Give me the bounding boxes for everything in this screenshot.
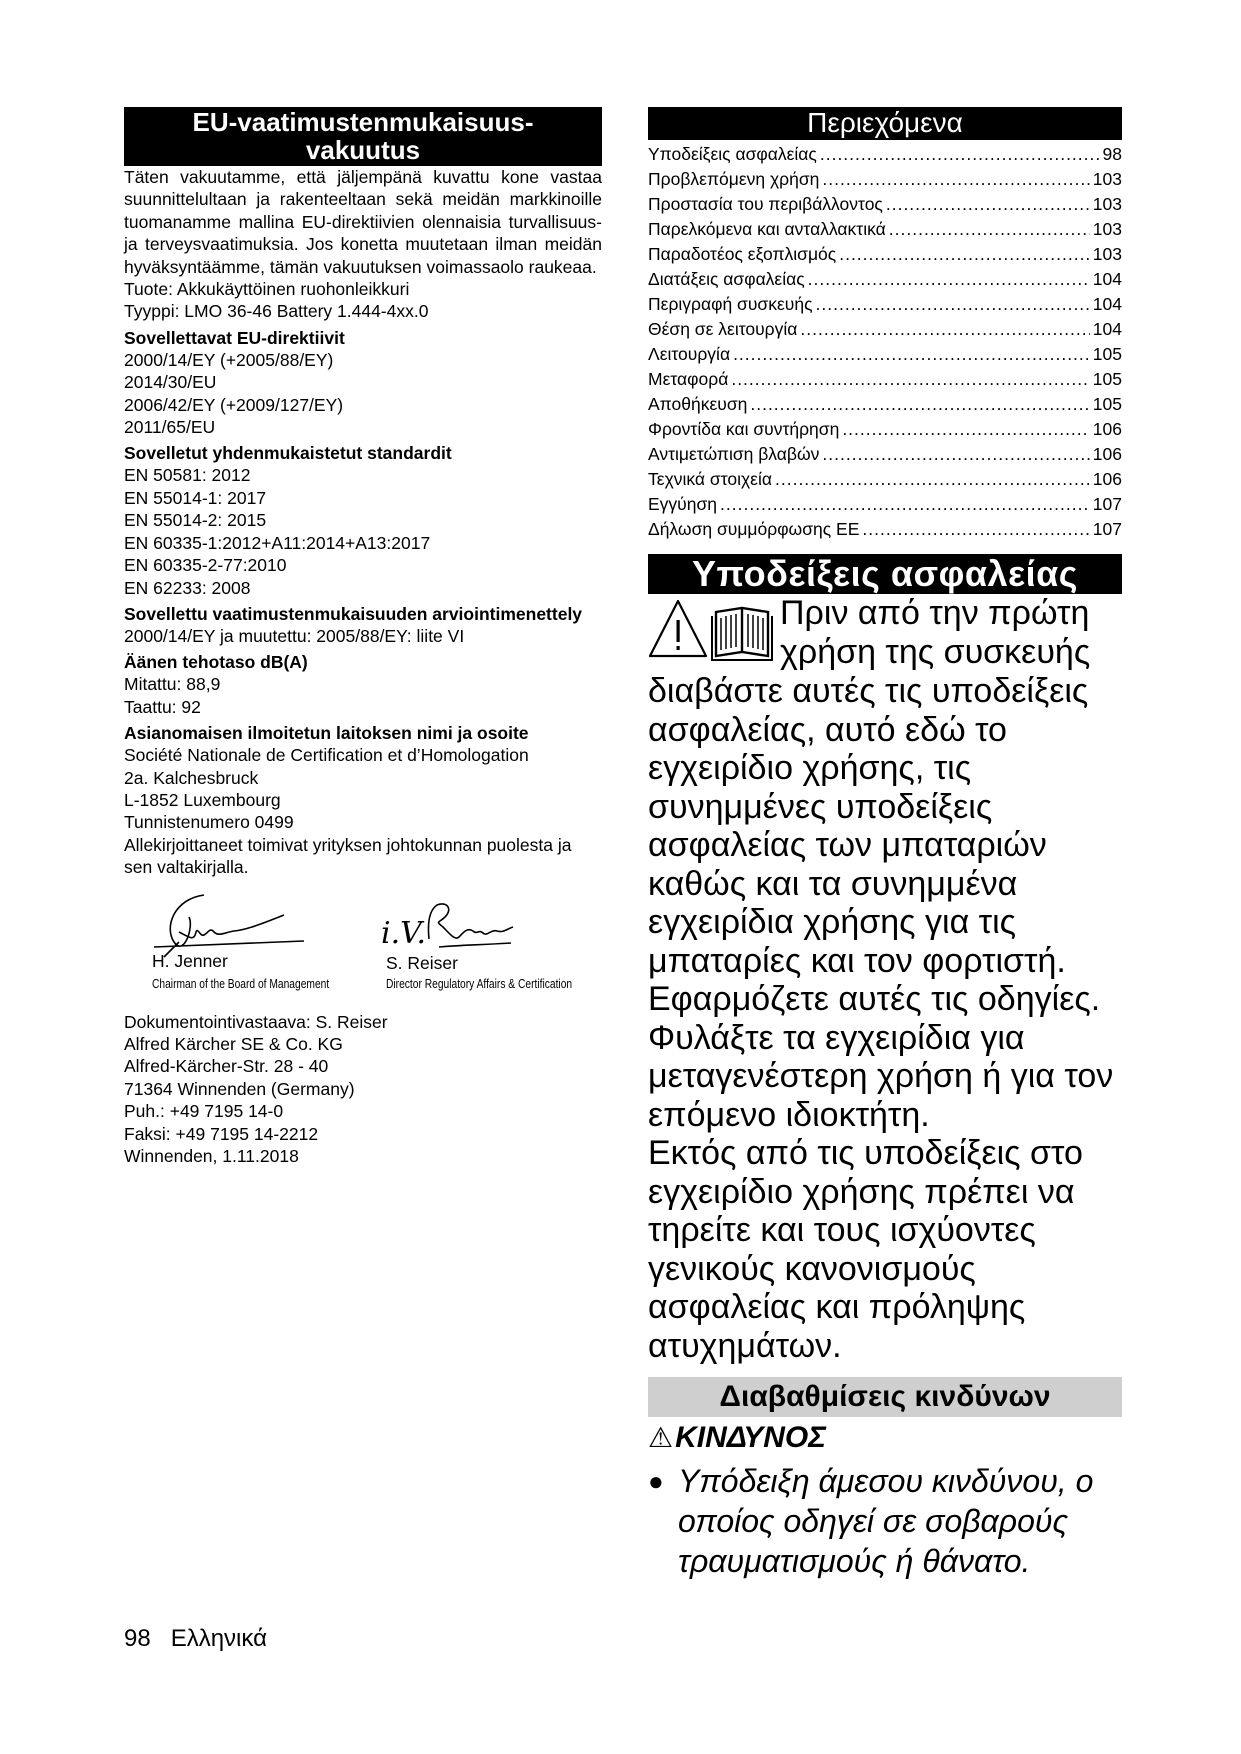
- toc-entry-page: 106: [1092, 469, 1122, 489]
- toc-leader-dots: [839, 242, 1090, 267]
- address-line: L-1852 Luxembourg: [124, 789, 281, 810]
- toc-entry-title: Λειτουργία: [648, 344, 731, 364]
- toc-entry[interactable]: [648, 467, 1122, 492]
- toc-leader-dots: [820, 142, 1100, 167]
- safety-line: μπαταρίες και τον φορτιστή.: [648, 941, 1066, 980]
- toc-entry-title: Εγγύηση: [648, 494, 718, 514]
- safety-text: [648, 672, 1122, 1365]
- toc-entry-page: 103: [1092, 244, 1122, 264]
- address-line: Société Nationale de Certification et d’Homologation: [124, 745, 529, 766]
- toc-entry-page: 104: [1092, 294, 1122, 314]
- type-line: Tyyppi: LMO 36-46 Battery 1.444-4xx.0: [124, 301, 429, 322]
- safety-line: εγχειρίδια χρήσης για τις: [648, 903, 1017, 941]
- danger-text-line: οποίος οδηγεί σε σοβαρούς: [678, 1503, 1069, 1539]
- toc-entry[interactable]: [648, 517, 1122, 542]
- directives-list: [124, 349, 602, 439]
- danger-text-line: Υπόδειξη άμεσου κινδύνου, ο: [678, 1463, 1094, 1499]
- danger-text: [678, 1461, 1122, 1581]
- toc-entry-page: 107: [1092, 494, 1122, 514]
- toc-entry-title: Περιγραφή συσκευής: [648, 294, 813, 314]
- contact-block: [124, 1011, 602, 1168]
- toc-entry[interactable]: [648, 442, 1122, 467]
- toc-leader-dots: [822, 167, 1089, 192]
- standard-item: EN 55014-1: 2017: [124, 487, 267, 508]
- toc-entry-title: Διατάξεις ασφαλείας: [648, 269, 805, 289]
- toc-entry[interactable]: [648, 317, 1122, 342]
- toc-entry[interactable]: [648, 292, 1122, 317]
- sound-heading: Äänen tehotaso dB(A): [124, 652, 308, 673]
- toc-leader-dots: [775, 467, 1090, 492]
- notified-body-heading: Asianomaisen ilmoitetun laitoksen nimi ja osoite: [124, 723, 529, 744]
- contact-line: Faksi: +49 7195 14-2212: [124, 1123, 319, 1144]
- page-number: 98: [124, 1625, 151, 1652]
- signatory-statement: Allekirjoittaneet toimivat yrityksen johtokunnan puolesta ja sen valtakirjalla.: [124, 834, 572, 878]
- directive-item: 2006/42/EY (+2009/127/EY): [124, 394, 344, 415]
- safety-line: ασφαλείας, αυτό εδώ το: [648, 710, 1007, 749]
- standards-list: [124, 464, 602, 598]
- toc-entry-page: 106: [1092, 444, 1122, 464]
- toc-entry-page: 103: [1092, 219, 1122, 239]
- safety-line: Εφαρμόζετε αυτές τις οδηγίες.: [648, 980, 1101, 1018]
- signature-block: [124, 887, 602, 1011]
- safety-line: ασφαλείας των μπαταριών: [648, 826, 1047, 864]
- toc-entry[interactable]: [648, 417, 1122, 442]
- toc-entry[interactable]: [648, 492, 1122, 517]
- directive-item: 2000/14/EY (+2005/88/EY): [124, 349, 334, 370]
- standards-heading: Sovelletut yhdenmukaistetut standardit: [124, 443, 452, 464]
- safety-line: καθώς και τα συνημμένα: [648, 864, 1018, 903]
- toc-entry-title: Αποθήκευση: [648, 394, 748, 414]
- standard-item: EN 60335-2-77:2010: [124, 555, 287, 576]
- contact-line: 71364 Winnenden (Germany): [124, 1078, 355, 1099]
- toc-leader-dots: [842, 417, 1089, 442]
- danger-definition: [648, 1461, 1122, 1581]
- address-line: 2a. Kalchesbruck: [124, 767, 259, 788]
- toc-entry-page: 98: [1102, 144, 1122, 164]
- signer2-name: S. Reiser: [386, 952, 458, 973]
- toc-entry[interactable]: [648, 192, 1122, 217]
- notified-body-address: [124, 744, 602, 834]
- safety-line: Φυλάξτε τα εγχειρίδια για: [648, 1018, 1025, 1057]
- safety-line: Πριν από την πρώτη: [780, 594, 1090, 632]
- page-footer: [124, 1625, 267, 1653]
- assessment-text: 2000/14/EY ja muutettu: 2005/88/EY: liite VI: [124, 625, 465, 646]
- hazard-levels-title: Διαβαθμίσεις κινδύνων: [648, 1377, 1122, 1417]
- signer2-role: Director Regulatory Affairs & Certification: [386, 976, 573, 991]
- directive-item: 2011/65/EU: [124, 417, 216, 438]
- toc-entry-page: 103: [1092, 169, 1122, 189]
- page-language: Ελληνικά: [170, 1625, 267, 1652]
- safety-line: διαβάστε αυτές τις υποδείξεις: [648, 672, 1089, 710]
- warning-triangle-icon: [650, 601, 706, 656]
- safety-line: γενικούς κανονισμούς: [648, 1249, 976, 1288]
- toc-entry-title: Προβλεπόμενη χρήση: [648, 169, 820, 189]
- toc-entry[interactable]: [648, 167, 1122, 192]
- directives-heading: Sovellettavat EU-direktiivit: [124, 327, 345, 348]
- sound-values: [124, 673, 602, 718]
- standard-item: EN 55014-2: 2015: [124, 510, 267, 531]
- toc-entry-title: Δήλωση συμμόρφωσης ΕΕ: [648, 519, 860, 539]
- safety-intro-text: [780, 594, 1090, 671]
- toc-leader-dots: [889, 217, 1090, 242]
- toc-entry-page: 107: [1092, 519, 1122, 539]
- danger-heading: [648, 1419, 1122, 1457]
- standard-item: EN 62233: 2008: [124, 577, 251, 598]
- toc-leader-dots: [808, 267, 1090, 292]
- safety-line: συνημμένες υποδείξεις: [648, 787, 993, 826]
- safety-line: μεταγενέστερη χρήση ή για τον: [648, 1057, 1114, 1095]
- table-of-contents: [648, 142, 1122, 542]
- manual-column: [648, 107, 1122, 1581]
- danger-label: ΚΙΝΔΥΝΟΣ: [675, 1421, 826, 1454]
- signature-reiser: [379, 899, 519, 955]
- toc-entry-title: Προστασία του περιβάλλοντος: [648, 194, 883, 214]
- address-line: Tunnistenumero 0499: [124, 812, 294, 833]
- toc-entry-title: Φροντίδα και συντήρηση: [648, 419, 840, 439]
- toc-title: Περιεχόμενα: [648, 107, 1122, 140]
- signer1-name: H. Jenner: [152, 950, 228, 971]
- warning-and-manual-icons: [648, 598, 780, 664]
- safety-line: χρήση της συσκευής: [780, 632, 1091, 671]
- bullet-icon: ●: [648, 1466, 664, 1496]
- declaration-title: [124, 107, 602, 166]
- toc-entry-title: Τεχνικά στοιχεία: [648, 469, 772, 489]
- toc-leader-dots: [822, 442, 1089, 467]
- toc-entry[interactable]: [648, 217, 1122, 242]
- toc-entry[interactable]: [648, 342, 1122, 367]
- safety-line: ατυχημάτων.: [648, 1326, 842, 1365]
- toc-entry-page: 104: [1092, 269, 1122, 289]
- toc-entry-page: 105: [1092, 344, 1122, 364]
- safety-line: Εκτός από τις υποδείξεις στο: [648, 1134, 1083, 1172]
- toc-entry[interactable]: [648, 392, 1122, 417]
- toc-entry[interactable]: [648, 142, 1122, 167]
- declaration-column: [124, 107, 602, 1167]
- toc-leader-dots: [862, 517, 1089, 542]
- toc-entry-title: Παρελκόμενα και ανταλλακτικά: [648, 219, 886, 239]
- toc-leader-dots: [733, 342, 1090, 367]
- safety-line: εγχειρίδιο χρήσης, τις: [648, 749, 972, 787]
- contact-line: Puh.: +49 7195 14-0: [124, 1101, 284, 1122]
- toc-entry-title: Αντιμετώπιση βλαβών: [648, 444, 820, 464]
- danger-text-line: τραυματισμούς ή θάνατο.: [678, 1543, 1031, 1579]
- contact-line: Alfred Kärcher SE & Co. KG: [124, 1033, 343, 1054]
- toc-leader-dots: [731, 367, 1089, 392]
- toc-leader-dots: [886, 192, 1090, 217]
- signer2-prefix: i.V.: [381, 915, 427, 951]
- contact-line: Alfred-Kärcher-Str. 28 - 40: [124, 1056, 329, 1077]
- toc-entry[interactable]: [648, 367, 1122, 392]
- toc-leader-dots: [800, 317, 1089, 342]
- warning-icon: ⚠: [648, 1422, 674, 1453]
- safety-line: επόμενο ιδιοκτήτη.: [648, 1095, 930, 1134]
- standard-item: EN 50581: 2012: [124, 465, 251, 486]
- contact-line: Dokumentointivastaava: S. Reiser: [124, 1011, 388, 1032]
- toc-entry[interactable]: [648, 267, 1122, 292]
- toc-leader-dots: [720, 492, 1090, 517]
- directive-item: 2014/30/EU: [124, 372, 217, 393]
- safety-title: Υποδείξεις ασφαλείας: [648, 554, 1122, 594]
- standard-item: EN 60335-1:2012+A11:2014+A13:2017: [124, 532, 431, 553]
- assessment-heading: Sovellettu vaatimustenmukaisuuden arviointimenettely: [124, 603, 583, 624]
- toc-leader-dots: [816, 292, 1090, 317]
- declaration-title-line1: EU-vaatimustenmukaisuus-: [192, 107, 534, 137]
- toc-entry-title: Μεταφορά: [648, 369, 729, 389]
- toc-leader-dots: [750, 392, 1089, 417]
- toc-entry-title: Υποδείξεις ασφαλείας: [648, 144, 817, 164]
- toc-entry-page: 105: [1092, 369, 1122, 389]
- book-icon: [712, 608, 772, 660]
- toc-entry-title: Θέση σε λειτουργία: [648, 319, 798, 339]
- declaration-intro: Täten vakuutamme, että jäljempänä kuvattu kone vastaa suunnittelultaan ja rakenteeltaan sekä meidän markkinoille tuomanamme mallina EU-direktiivien olennaisia turvallisuus- ja terveysvaatimuksia. Jos konetta muutetaan ilman meidän hyväksyntäämme, tämän vakuutuksen voimassaolo raukeaa.: [124, 167, 602, 277]
- toc-entry[interactable]: [648, 242, 1122, 267]
- toc-entry-title: Παραδοτέος εξοπλισμός: [648, 244, 837, 264]
- toc-entry-page: 106: [1092, 419, 1122, 439]
- safety-line: εγχειρίδιο χρήσης πρέπει να: [648, 1172, 1075, 1211]
- safety-intro-row: [648, 594, 1122, 672]
- toc-entry-page: 103: [1092, 194, 1122, 214]
- sound-guaranteed: Taattu: 92: [124, 696, 201, 717]
- declaration-title-line2: vakuutus: [305, 135, 421, 165]
- sound-measured: Mitattu: 88,9: [124, 674, 221, 695]
- toc-entry-page: 105: [1092, 394, 1122, 414]
- safety-line: ασφαλείας και πρόληψης: [648, 1288, 1026, 1326]
- contact-line: Winnenden, 1.11.2018: [124, 1146, 299, 1166]
- safety-line: τηρείτε και τους ισχύοντες: [648, 1211, 1036, 1249]
- signer1-role: Chairman of the Board of Management: [152, 976, 330, 991]
- toc-entry-page: 104: [1092, 319, 1122, 339]
- product-line: Tuote: Akkukäyttöinen ruohonleikkuri: [124, 279, 410, 300]
